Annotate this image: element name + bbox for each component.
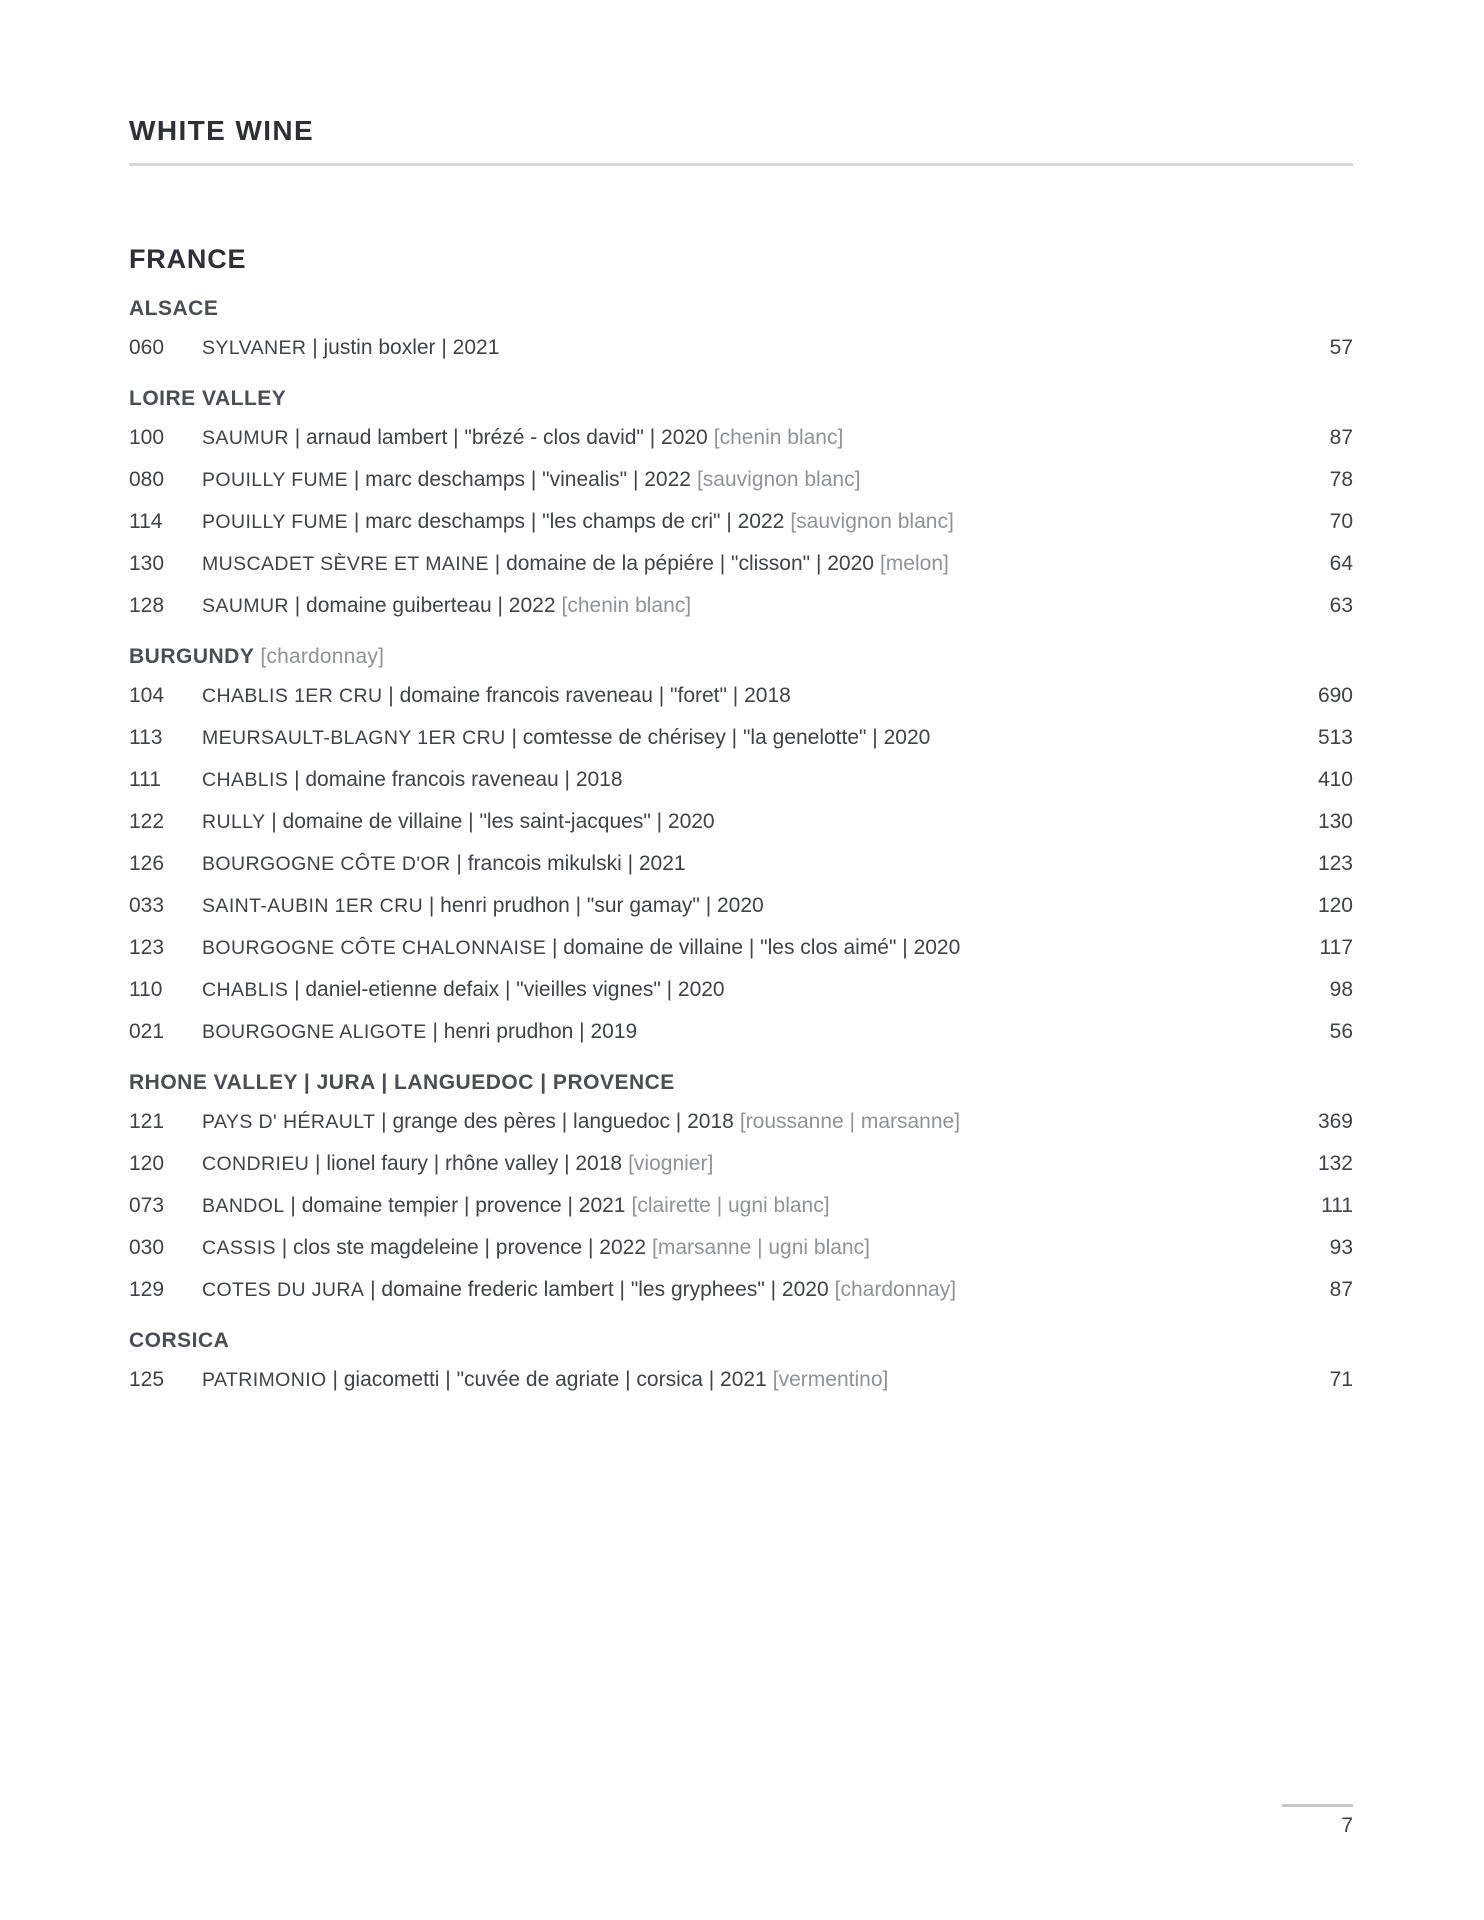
wine-grapes: [clairette | ugni blanc] bbox=[631, 1194, 830, 1217]
region-header-label: BURGUNDY bbox=[129, 645, 255, 668]
wine-description bbox=[202, 1021, 1330, 1043]
wine-name: CHABLIS bbox=[202, 979, 289, 1001]
wine-grapes: [sauvignon blanc] bbox=[790, 510, 954, 533]
wine-name: PATRIMONIO bbox=[202, 1369, 327, 1391]
wine-price: 71 bbox=[1329, 1368, 1353, 1391]
wine-name: RULLY bbox=[202, 811, 266, 833]
region-header-label: RHONE VALLEY | JURA | LANGUEDOC | PROVENCE bbox=[129, 1071, 675, 1094]
wine-details: | domaine de la pépiére | "clisson" | 2020 bbox=[488, 552, 874, 575]
wine-details: | henri prudhon | 2019 bbox=[426, 1020, 638, 1043]
wine-price: 132 bbox=[1317, 1152, 1353, 1175]
wine-description bbox=[202, 1369, 1330, 1391]
region-header bbox=[129, 297, 1353, 321]
wine-price: 130 bbox=[1317, 810, 1353, 833]
region-section bbox=[129, 1329, 1353, 1391]
wine-description bbox=[202, 1237, 1330, 1259]
wine-name: SAUMUR bbox=[202, 595, 289, 617]
wine-bin: 120 bbox=[129, 1152, 165, 1175]
wine-row bbox=[129, 427, 1353, 449]
wine-grapes: [viognier] bbox=[628, 1152, 714, 1175]
wine-bin: 110 bbox=[129, 978, 163, 1001]
region-header bbox=[129, 387, 1353, 411]
wine-grapes: [sauvignon blanc] bbox=[696, 468, 861, 491]
wine-bin: 123 bbox=[129, 936, 165, 959]
wine-price: 70 bbox=[1329, 510, 1353, 533]
wine-description bbox=[202, 853, 1318, 875]
wine-name: BOURGOGNE CÔTE CHALONNAISE bbox=[202, 937, 547, 959]
wine-details: | giacometti | "cuvée de agriate | corsica | 2021 bbox=[326, 1368, 767, 1391]
wine-details: | clos ste magdeleine | provence | 2022 bbox=[275, 1236, 647, 1259]
wine-name: SAUMUR bbox=[202, 427, 289, 449]
wine-name: MEURSAULT-BLAGNY 1ER CRU bbox=[202, 727, 506, 749]
wine-description bbox=[202, 727, 1318, 749]
wine-price: 57 bbox=[1329, 336, 1353, 359]
wine-details: | daniel-etienne defaix | "vieilles vignes" | 2020 bbox=[288, 978, 725, 1001]
wine-name: BANDOL bbox=[202, 1195, 285, 1217]
wine-bin: 080 bbox=[129, 468, 165, 491]
wine-row bbox=[129, 895, 1353, 917]
wine-details: | comtesse de chérisey | "la genelotte" | 2020 bbox=[505, 726, 931, 749]
wine-bin: 126 bbox=[129, 852, 165, 875]
wine-row bbox=[129, 553, 1353, 575]
page-number: 7 bbox=[1341, 1814, 1353, 1837]
wine-bin: 100 bbox=[129, 426, 165, 449]
wine-price: 111 bbox=[1321, 1194, 1353, 1217]
wine-description bbox=[202, 553, 1330, 575]
region-section bbox=[129, 645, 1353, 1043]
wine-details: | justin boxler | 2021 bbox=[306, 336, 500, 359]
wine-row bbox=[129, 1237, 1353, 1259]
wine-bin: 033 bbox=[129, 894, 165, 917]
wine-description bbox=[202, 979, 1330, 1001]
wine-row bbox=[129, 979, 1353, 1001]
region-section bbox=[129, 387, 1353, 617]
wine-bin: 021 bbox=[129, 1020, 165, 1043]
wine-bin: 104 bbox=[129, 684, 165, 707]
wine-name: CASSIS bbox=[202, 1237, 276, 1259]
wine-bin: 125 bbox=[129, 1368, 165, 1391]
wine-details: | domaine tempier | provence | 2021 bbox=[284, 1194, 626, 1217]
wine-name: CHABLIS 1ER CRU bbox=[202, 685, 383, 707]
wine-sections bbox=[129, 297, 1353, 1391]
wine-price: 56 bbox=[1329, 1020, 1353, 1043]
wine-price: 98 bbox=[1329, 978, 1353, 1001]
wine-bin: 129 bbox=[129, 1278, 165, 1301]
region-section bbox=[129, 297, 1353, 359]
wine-row bbox=[129, 685, 1353, 707]
wine-row bbox=[129, 1111, 1353, 1133]
wine-price: 87 bbox=[1329, 1278, 1353, 1301]
wine-row bbox=[129, 811, 1353, 833]
wine-description bbox=[202, 595, 1330, 617]
wine-name: SAINT-AUBIN 1ER CRU bbox=[202, 895, 424, 917]
wine-grapes: [vermentino] bbox=[772, 1368, 889, 1391]
region-header-label: CORSICA bbox=[129, 1329, 230, 1352]
wine-grapes: [chenin blanc] bbox=[713, 426, 844, 449]
wine-details: | domaine frederic lambert | "les gryphees" | 2020 bbox=[364, 1278, 829, 1301]
wine-bin: 128 bbox=[129, 594, 165, 617]
wine-description bbox=[202, 1195, 1321, 1217]
wine-price: 63 bbox=[1329, 594, 1353, 617]
wine-grapes: [marsanne | ugni blanc] bbox=[652, 1236, 870, 1259]
wine-bin: 122 bbox=[129, 810, 165, 833]
wine-name: CONDRIEU bbox=[202, 1153, 310, 1175]
wine-bin: 113 bbox=[129, 726, 163, 749]
wine-description bbox=[202, 769, 1318, 791]
wine-description bbox=[202, 1279, 1330, 1301]
wine-price: 117 bbox=[1319, 936, 1353, 959]
wine-grapes: [chardonnay] bbox=[834, 1278, 957, 1301]
wine-price: 513 bbox=[1317, 726, 1353, 749]
region-rows bbox=[129, 337, 1353, 359]
wine-bin: 114 bbox=[129, 510, 163, 533]
title-rule bbox=[129, 163, 1353, 166]
wine-row bbox=[129, 1195, 1353, 1217]
wine-details: | marc deschamps | "les champs de cri" | 2022 bbox=[348, 510, 785, 533]
wine-price: 64 bbox=[1329, 552, 1353, 575]
wine-price: 78 bbox=[1329, 468, 1353, 491]
wine-details: | domaine de villaine | "les saint-jacques" | 2020 bbox=[265, 810, 715, 833]
wine-row bbox=[129, 1279, 1353, 1301]
region-header bbox=[129, 1329, 1353, 1353]
wine-description bbox=[202, 427, 1330, 449]
wine-name: BOURGOGNE CÔTE D'OR bbox=[202, 853, 451, 875]
wine-bin: 030 bbox=[129, 1236, 165, 1259]
wine-description bbox=[202, 469, 1330, 491]
footer-rule bbox=[1282, 1804, 1353, 1807]
region-header-label: ALSACE bbox=[129, 297, 219, 320]
wine-row bbox=[129, 727, 1353, 749]
wine-details: | domaine de villaine | "les clos aimé" | 2020 bbox=[546, 936, 961, 959]
wine-row bbox=[129, 595, 1353, 617]
wine-details: | francois mikulski | 2021 bbox=[450, 852, 686, 875]
wine-details: | grange des pères | languedoc | 2018 bbox=[375, 1110, 734, 1133]
wine-price: 93 bbox=[1329, 1236, 1353, 1259]
wine-row bbox=[129, 469, 1353, 491]
wine-details: | henri prudhon | "sur gamay" | 2020 bbox=[423, 894, 764, 917]
wine-name: MUSCADET SÈVRE ET MAINE bbox=[202, 553, 489, 575]
region-header bbox=[129, 1071, 1353, 1095]
region-grape-note: [chardonnay] bbox=[260, 645, 385, 668]
wine-name: POUILLY FUME bbox=[202, 511, 349, 533]
wine-name: CHABLIS bbox=[202, 769, 289, 791]
region-header bbox=[129, 645, 1353, 669]
region-rows bbox=[129, 1111, 1353, 1301]
wine-details: | arnaud lambert | "brézé - clos david" | 2020 bbox=[288, 426, 708, 449]
wine-details: | domaine guiberteau | 2022 bbox=[288, 594, 556, 617]
wine-name: COTES DU JURA bbox=[202, 1279, 365, 1301]
wine-details: | domaine francois raveneau | 2018 bbox=[288, 768, 623, 791]
wine-row bbox=[129, 1369, 1353, 1391]
wine-details: | domaine francois raveneau | "foret" | 2018 bbox=[382, 684, 791, 707]
wine-grapes: [roussanne | marsanne] bbox=[739, 1110, 961, 1133]
region-rows bbox=[129, 685, 1353, 1043]
region-rows bbox=[129, 1369, 1353, 1391]
wine-row bbox=[129, 1153, 1353, 1175]
wine-price: 123 bbox=[1317, 852, 1353, 875]
wine-row bbox=[129, 511, 1353, 533]
wine-grapes: [melon] bbox=[879, 552, 949, 575]
wine-bin: 111 bbox=[129, 768, 161, 791]
wine-price: 120 bbox=[1317, 894, 1353, 917]
region-rows bbox=[129, 427, 1353, 617]
wine-description bbox=[202, 937, 1320, 959]
region-header-label: LOIRE VALLEY bbox=[129, 387, 287, 410]
wine-price: 369 bbox=[1317, 1110, 1353, 1133]
page-title: WHITE WINE bbox=[129, 115, 315, 146]
wine-description bbox=[202, 1111, 1318, 1133]
wine-row bbox=[129, 769, 1353, 791]
region-section bbox=[129, 1071, 1353, 1301]
country-title: FRANCE bbox=[129, 244, 247, 274]
wine-name: SYLVANER bbox=[202, 337, 307, 359]
wine-price: 410 bbox=[1317, 768, 1353, 791]
wine-price: 690 bbox=[1317, 684, 1353, 707]
wine-name: BOURGOGNE ALIGOTE bbox=[202, 1021, 427, 1043]
wine-description bbox=[202, 511, 1330, 533]
wine-grapes: [chenin blanc] bbox=[561, 594, 692, 617]
wine-row bbox=[129, 1021, 1353, 1043]
wine-bin: 060 bbox=[129, 336, 165, 359]
wine-price: 87 bbox=[1329, 426, 1353, 449]
wine-bin: 121 bbox=[129, 1110, 165, 1133]
wine-details: | lionel faury | rhône valley | 2018 bbox=[309, 1152, 623, 1175]
wine-row bbox=[129, 337, 1353, 359]
wine-description bbox=[202, 337, 1330, 359]
wine-row bbox=[129, 853, 1353, 875]
wine-description bbox=[202, 811, 1318, 833]
wine-name: POUILLY FUME bbox=[202, 469, 349, 491]
wine-bin: 130 bbox=[129, 552, 165, 575]
wine-description bbox=[202, 685, 1318, 707]
page-footer bbox=[1282, 1804, 1353, 1837]
wine-details: | marc deschamps | "vinealis" | 2022 bbox=[348, 468, 691, 491]
wine-description bbox=[202, 1153, 1318, 1175]
wine-description bbox=[202, 895, 1318, 917]
wine-bin: 073 bbox=[129, 1194, 165, 1217]
wine-row bbox=[129, 937, 1353, 959]
wine-name: PAYS D' HÉRAULT bbox=[202, 1111, 376, 1133]
